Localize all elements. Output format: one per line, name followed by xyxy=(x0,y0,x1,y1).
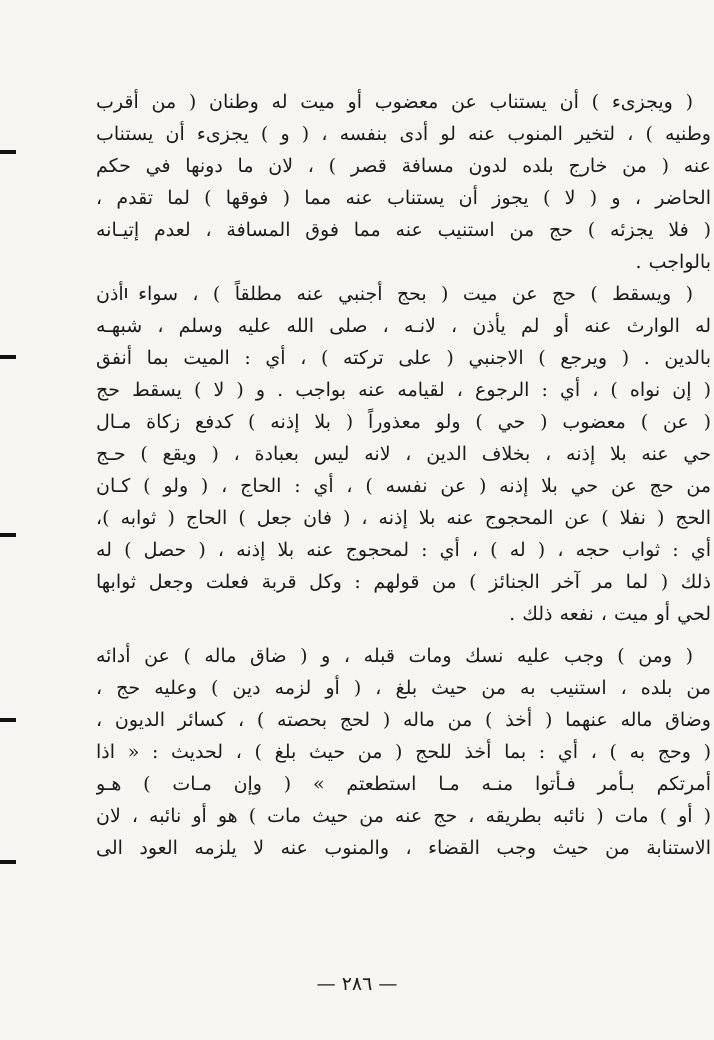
paragraph-gap xyxy=(96,630,711,640)
margin-mark xyxy=(0,860,16,864)
text-line: الحج ( نفلا ) عن المحجوج عنه بلا إذنه ، ( فان جعل ) الحاج ( ثوابه )، xyxy=(96,507,711,529)
text-line: حي عنه بلا إذنه ، بخلاف الدين ، لانه ليس بعبادة ، ( ويقع ) حـج xyxy=(96,443,711,465)
margin-mark xyxy=(0,150,16,154)
text-line: لحي أو ميت ، نفعه ذلك . xyxy=(509,603,711,625)
text-line: ( فلا يجزئه ) حج من استنيب عنه مما فوق المسافة ، لعدم إتيـانه xyxy=(96,219,711,241)
paragraph xyxy=(96,86,711,278)
text-line: عنه ( من خارج بلده لدون مسافة قصر ) ، لان ما دونها في حكم xyxy=(96,155,711,177)
text-line: ( أو ) مات ( نائبه بطريقه ، حج عنه من حيث مات ) هو أو نائبه ، لان xyxy=(96,805,711,827)
text-line: بالدين . ( ويرجع ) الاجنبي ( على تركته ) ، أي : الميت بما أنفق xyxy=(96,347,711,369)
text-line: ( وحج به ) ، أي : بما أخذ للحج ( من حيث بلغ ) ، لحديث : « اذا xyxy=(96,741,711,763)
text-line: ( ويسقط ) حج عن ميت ( بحج أجنبي عنه مطلقاً ) ، سواء أذن xyxy=(96,283,693,305)
text-line: ( عن ) معضوب ( حي ) ولو معذوراً ( بلا إذنه ) كدفع زكاة مـال xyxy=(96,411,711,433)
text-line: له الوارث عنه أو لم يأذن ، لانـه ، صلى الله عليه وسلم ، شبهـه xyxy=(96,315,711,337)
text-line: أمرتكم بـأمر فـأتوا منـه مـا استطعتم » ( وإن مـات ) هـو xyxy=(96,773,711,795)
text-line: وطنيه ) ، لتخير المنوب عنه لو أدى بنفسه ، ( و ) يجزىء أن يستناب xyxy=(96,123,711,145)
text-line: بالواجب . xyxy=(635,251,711,273)
page-number: — ٢٨٦ — xyxy=(316,973,398,995)
paragraph xyxy=(96,278,711,630)
text-line: من حج عن حي بلا إذنه ( عن نفسه ) ، أي : الحاج ، ( ولو ) كـان xyxy=(96,475,711,497)
text-line: الاستنابة من حيث وجب القضاء ، والمنوب عنه لا يلزمه العود الى xyxy=(96,837,711,859)
text-line: وضاق ماله عنهما ( أخذ ) من ماله ( لحج بحصته ) ، كسائر الديون ، xyxy=(96,709,711,731)
margin-mark xyxy=(0,718,16,722)
text-line: ( ويجزىء ) أن يستناب عن معضوب أو ميت له وطنان ( من أقرب xyxy=(96,91,693,113)
text-line: الحاضر ، و ( لا ) يجوز أن يستناب عنه مما ( فوقها ) لما تقدم ، xyxy=(96,187,711,209)
margin-mark xyxy=(0,355,16,359)
paragraph xyxy=(96,640,711,864)
margin-mark xyxy=(0,533,16,537)
text-line: ( إن نواه ) ، أي : الرجوع ، لقيامه عنه بواجب . و ( لا ) يسقط حج xyxy=(96,379,711,401)
text-line: من بلده ، استنيب به من حيث بلغ ، ( أو لزمه دين ) وعليه حج ، xyxy=(96,677,711,699)
text-line: ( ومن ) وجب عليه نسك ومات قبله ، و ( ضاق ماله ) عن أدائه xyxy=(96,645,693,667)
text-line: أي : ثواب حجه ، ( له ) ، أي : لمحجوج عنه بلا إذنه ، ( حصل ) له xyxy=(96,539,711,561)
text-line: ذلك ( لما مر آخر الجنائز ) من قولهم : وكل قربة فعلت وجعل ثوابها xyxy=(96,571,711,593)
body-text xyxy=(96,86,711,864)
